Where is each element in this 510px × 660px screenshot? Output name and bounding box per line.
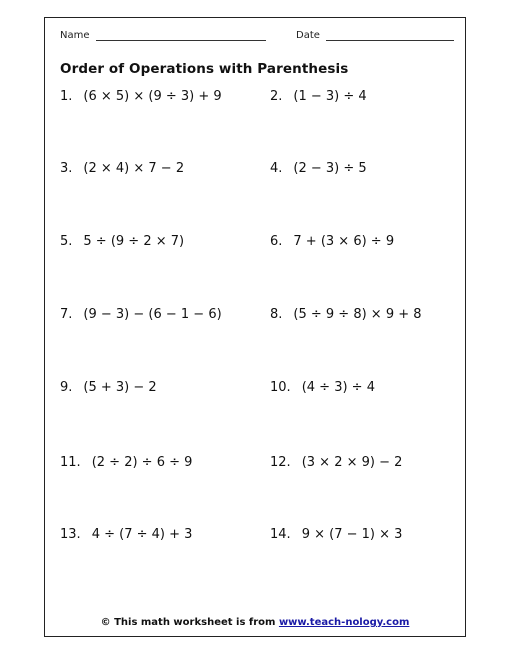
problem-expression: (4 ÷ 3) ÷ 4: [301, 380, 375, 395]
worksheet-title: Order of Operations with Parenthesis: [60, 61, 349, 77]
problem-number: 9.: [60, 380, 73, 395]
problem-3: [60, 161, 184, 176]
problem-10: [270, 380, 375, 395]
problem-expression: (5 ÷ 9 ÷ 8) × 9 + 8: [293, 307, 422, 322]
problem-6: [270, 234, 394, 249]
problem-11: [60, 455, 192, 470]
name-line: [96, 30, 266, 41]
problem-number: 3.: [60, 161, 73, 176]
date-line: [326, 30, 454, 41]
problem-expression: 5 ÷ (9 ÷ 2 × 7): [83, 234, 185, 249]
problem-expression: (9 − 3) − (6 − 1 − 6): [83, 307, 222, 322]
problem-number: 12.: [270, 455, 291, 470]
problem-number: 8.: [270, 307, 283, 322]
problem-expression: 4 ÷ (7 ÷ 4) + 3: [91, 527, 193, 542]
problem-expression: 9 × (7 − 1) × 3: [301, 527, 403, 542]
problem-number: 14.: [270, 527, 291, 542]
problem-1: [60, 89, 222, 104]
problem-expression: (2 − 3) ÷ 5: [293, 161, 367, 176]
problem-expression: (3 × 2 × 9) − 2: [301, 455, 403, 470]
problem-number: 11.: [60, 455, 81, 470]
problem-expression: (2 ÷ 2) ÷ 6 ÷ 9: [91, 455, 193, 470]
problem-expression: (6 × 5) × (9 ÷ 3) + 9: [83, 89, 222, 104]
date-label: Date: [296, 30, 320, 41]
problem-number: 6.: [270, 234, 283, 249]
problem-expression: (1 − 3) ÷ 4: [293, 89, 367, 104]
date-field: [296, 30, 454, 41]
problem-number: 1.: [60, 89, 73, 104]
problem-7: [60, 307, 222, 322]
problem-9: [60, 380, 157, 395]
footer-text: © This math worksheet is from: [100, 617, 276, 628]
problem-expression: (2 × 4) × 7 − 2: [83, 161, 185, 176]
problem-number: 4.: [270, 161, 283, 176]
problem-4: [270, 161, 367, 176]
footer-credit: [0, 617, 510, 628]
problem-number: 10.: [270, 380, 291, 395]
problem-number: 2.: [270, 89, 283, 104]
problem-2: [270, 89, 367, 104]
name-field: [60, 30, 266, 41]
problem-14: [270, 527, 402, 542]
name-label: Name: [60, 30, 90, 41]
problem-13: [60, 527, 192, 542]
problem-number: 13.: [60, 527, 81, 542]
worksheet-border: [44, 17, 466, 637]
problem-expression: (5 + 3) − 2: [83, 380, 157, 395]
problem-number: 7.: [60, 307, 73, 322]
footer-link[interactable]: www.teach-nology.com: [278, 617, 410, 628]
problem-8: [270, 307, 422, 322]
problem-expression: 7 + (3 × 6) ÷ 9: [293, 234, 395, 249]
problem-5: [60, 234, 184, 249]
problem-number: 5.: [60, 234, 73, 249]
problem-12: [270, 455, 402, 470]
